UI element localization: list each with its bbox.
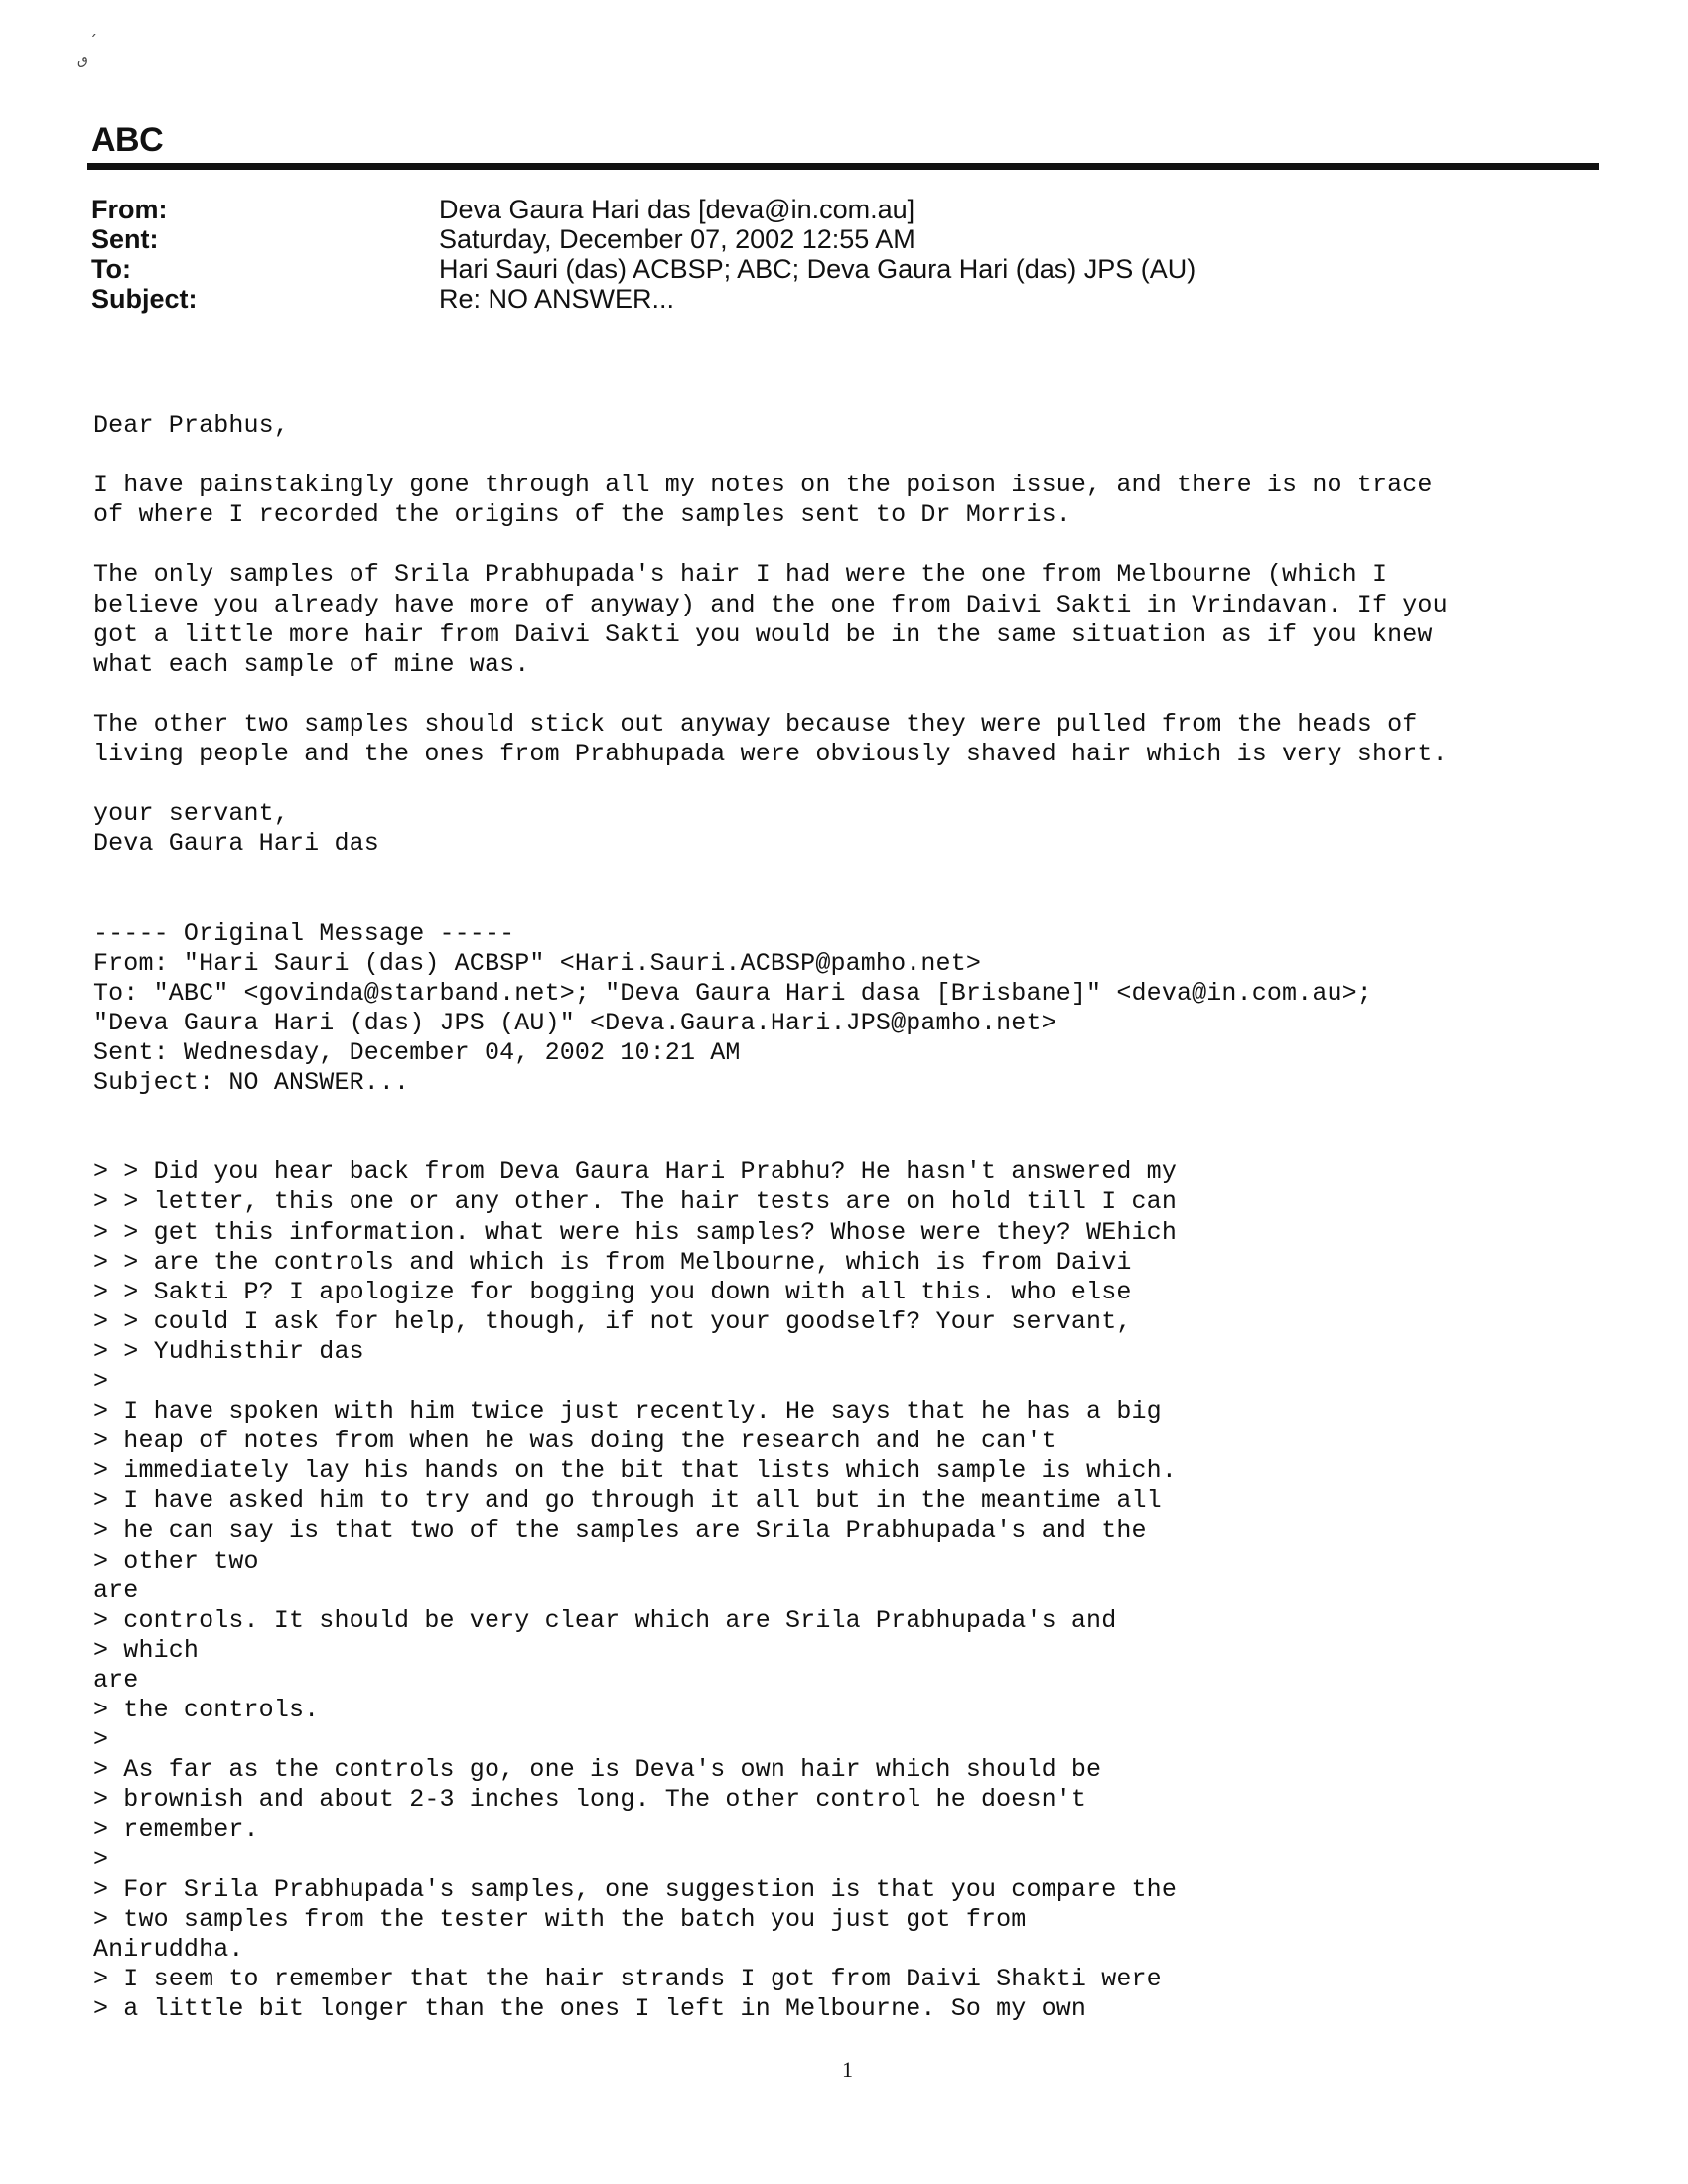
organization-title: ABC (91, 121, 164, 159)
scan-speck: ٯ (77, 52, 88, 68)
body-line: > For Srila Prabhupada's samples, one suggestion is that you compare the (93, 1874, 1177, 1904)
body-line: > > Sakti P? I apologize for bogging you down with all this. who else (93, 1277, 1132, 1306)
body-line: are (93, 1575, 139, 1605)
header-row-sent (91, 224, 1196, 254)
body-line: > which (93, 1635, 200, 1665)
body-line: what each sample of mine was. (93, 649, 530, 679)
body-line: From: "Hari Sauri (das) ACBSP" <Hari.Sauri.ACBSP@pamho.net> (93, 948, 981, 978)
body-line (93, 1098, 1448, 1128)
body-line: > I seem to remember that the hair strands I got from Daivi Shakti were (93, 1964, 1162, 1993)
header-label: From: (91, 195, 168, 224)
body-line: > > are the controls and which is from Melbourne, which is from Daivi (93, 1247, 1132, 1277)
body-line: Dear Prabhus, (93, 411, 289, 440)
body-line: believe you already have more of anyway) and the one from Daivi Sakti in Vrindavan. If you (93, 590, 1448, 619)
body-line: > (93, 1844, 109, 1874)
body-line: your servant, (93, 799, 289, 829)
body-line: > > could I ask for help, though, if not your goodself? Your servant, (93, 1306, 1132, 1336)
body-line: > he can say is that two of the samples are Srila Prabhupada's and the (93, 1516, 1147, 1546)
body-line: > controls. It should be very clear which are Srila Prabhupada's and (93, 1605, 1117, 1635)
header-row-subject (91, 284, 1196, 314)
body-line (93, 859, 1448, 888)
page-number: 1 (842, 2057, 853, 2082)
body-line: "Deva Gaura Hari (das) JPS (AU)" <Deva.Gaura.Hari.JPS@pamho.net> (93, 1008, 1056, 1037)
body-line (93, 889, 1448, 919)
body-line: The only samples of Srila Prabhupada's hair I had were the one from Melbourne (which I (93, 560, 1388, 590)
body-line: > I have spoken with him twice just recently. He says that he has a big (93, 1397, 1162, 1427)
header-row-from (91, 195, 1196, 224)
body-line: > > letter, this one or any other. The hair tests are on hold till I can (93, 1187, 1177, 1217)
body-line: > heap of notes from when he was doing the research and he can't (93, 1427, 1056, 1456)
body-line: > > get this information. what were his samples? Whose were they? WEhich (93, 1217, 1177, 1247)
body-line: got a little more hair from Daivi Sakti you would be in the same situation as if you knew (93, 619, 1433, 649)
header-rule (87, 163, 1599, 170)
scan-speck: ˏ (89, 18, 97, 37)
body-line: The other two samples should stick out anyway because they were pulled from the heads of (93, 709, 1418, 739)
body-line: > immediately lay his hands on the bit that lists which sample is which. (93, 1456, 1177, 1486)
header-label: To: (91, 254, 131, 284)
body-line: ----- Original Message ----- (93, 918, 515, 948)
email-body (93, 411, 1448, 2024)
body-line: > > Did you hear back from Deva Gaura Hari Prabhu? He hasn't answered my (93, 1158, 1177, 1187)
header-row-to (91, 254, 1196, 284)
body-line: To: "ABC" <govinda@starband.net>; "Deva Gaura Hari dasa [Brisbane]" <deva@in.com.au>; (93, 978, 1372, 1008)
body-line (93, 680, 1448, 710)
body-line (93, 769, 1448, 799)
body-line: > the controls. (93, 1696, 320, 1725)
body-line: > remember. (93, 1815, 259, 1844)
body-line: > (93, 1367, 109, 1396)
body-line (93, 1128, 1448, 1158)
body-line: > brownish and about 2-3 inches long. The other control he doesn't (93, 1785, 1087, 1815)
body-line: > (93, 1725, 109, 1755)
body-line (93, 441, 1448, 471)
body-line: of where I recorded the origins of the samples sent to Dr Morris. (93, 500, 1071, 530)
header-value: Deva Gaura Hari das [deva@in.com.au] (439, 195, 915, 224)
header-value: Re: NO ANSWER... (439, 284, 675, 314)
body-line: > As far as the controls go, one is Deva's own hair which should be (93, 1755, 1102, 1785)
body-line: I have painstakingly gone through all my notes on the poison issue, and there is no trace (93, 471, 1433, 500)
body-line: living people and the ones from Prabhupada were obviously shaved hair which is very short. (93, 740, 1448, 769)
header-value: Hari Sauri (das) ACBSP; ABC; Deva Gaura Hari (das) JPS (AU) (439, 254, 1196, 284)
body-line: > two samples from the tester with the batch you just got from (93, 1904, 1027, 1934)
header-label: Sent: (91, 224, 159, 254)
body-line: Sent: Wednesday, December 04, 2002 10:21 AM (93, 1037, 741, 1067)
body-line (93, 530, 1448, 560)
body-line: Deva Gaura Hari das (93, 829, 379, 859)
body-line: Subject: NO ANSWER... (93, 1068, 410, 1098)
header-value: Saturday, December 07, 2002 12:55 AM (439, 224, 915, 254)
body-line: > > Yudhisthir das (93, 1336, 364, 1366)
header-label: Subject: (91, 284, 198, 314)
body-line: > I have asked him to try and go through it all but in the meantime all (93, 1486, 1162, 1516)
body-line: Aniruddha. (93, 1934, 244, 1964)
body-line: are (93, 1665, 139, 1695)
body-line: > other two (93, 1546, 259, 1575)
email-header (91, 195, 1196, 314)
body-line: > a little bit longer than the ones I left in Melbourne. So my own (93, 1993, 1087, 2023)
